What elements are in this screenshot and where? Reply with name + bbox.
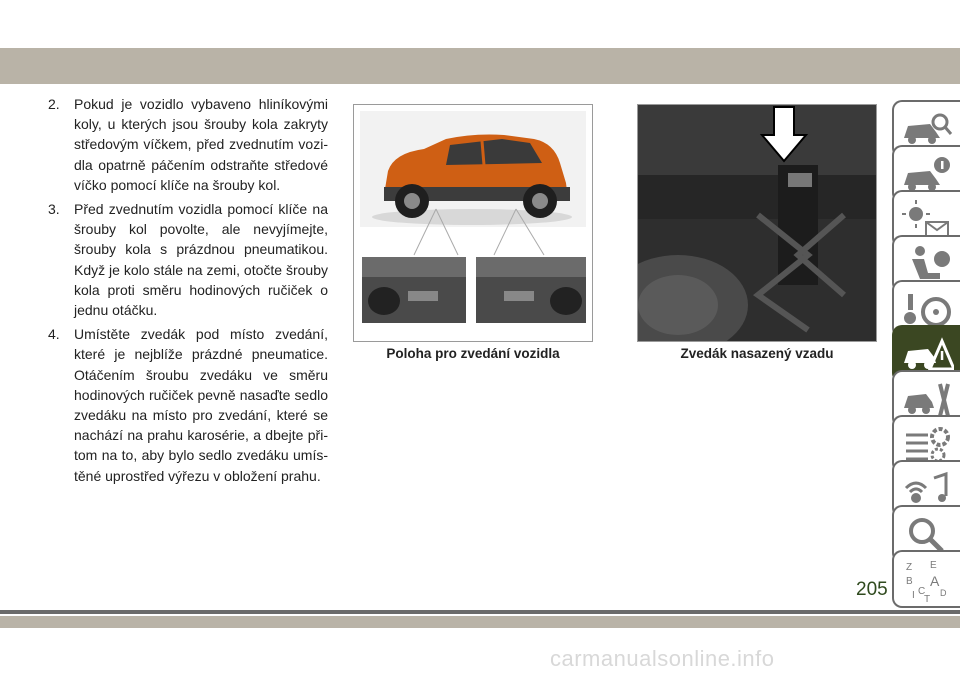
index-letter: Z <box>906 562 913 573</box>
instructions <box>48 94 328 490</box>
step-number: 4. <box>48 326 60 343</box>
header-bar <box>0 48 960 84</box>
index-letter: B <box>906 576 913 587</box>
tab-index[interactable] <box>892 550 960 608</box>
index-letter: A <box>930 573 940 589</box>
step-text: Umístěte zvedák pod místo zvedání, které je nejblíže prázdné pneumatice. Otáčením šroubu zvedáku ve směru hodinových ručiček pevně nasaďte sedlo zvedáku na místo pro zvedání, které se nachází na prahu karosérie, a dbejte při-tom na to, aby bylo sedlo zvedáku umís-těné uprostřed výřezu v obložení prahu. <box>74 326 328 484</box>
index-letter: T <box>924 594 931 602</box>
rear-jack-figure <box>637 104 877 342</box>
page-number: 205 <box>856 579 888 600</box>
rear-jack-illustration <box>638 105 876 341</box>
step-number: 2. <box>48 96 60 112</box>
index-letter: D <box>940 588 947 598</box>
index-letters-icon <box>900 558 954 602</box>
watermark: carmanualsonline.info <box>550 646 775 671</box>
step-2 <box>48 94 328 195</box>
step-number: 3. <box>48 201 60 218</box>
step-text: Pokud je vozidlo vybaveno hliníkovými koly, u kterých jsou šrouby kola zakryty středovým víčkem, před zvednutím vozi-dla opatrně páčením odstraňte středové víčko pomocí klíče na šrouby kol. <box>74 96 328 193</box>
suv-lift-points-illustration <box>354 105 592 341</box>
right-figure-caption: Zvedák nasazený vzadu <box>680 346 834 361</box>
footer-rule <box>0 610 960 614</box>
step-3 <box>48 199 328 320</box>
footer-bar <box>0 616 960 628</box>
index-letter: I <box>912 590 915 601</box>
index-letter: C <box>918 586 926 597</box>
index-letter: E <box>930 560 937 571</box>
step-text: Před zvednutím vozidla pomocí klíče na šrouby kol povolte, ale nevyjímejte, šrouby kola s prázdnou pneumatikou. Když je kolo stále na zemi, otočte šrouby kola proti směru hodinových ručiček o jednu otáčku. <box>74 201 328 319</box>
lift-points-figure <box>353 104 593 342</box>
step-4 <box>48 324 328 486</box>
left-figure-caption: Poloha pro zvedání vozidla <box>386 346 560 361</box>
